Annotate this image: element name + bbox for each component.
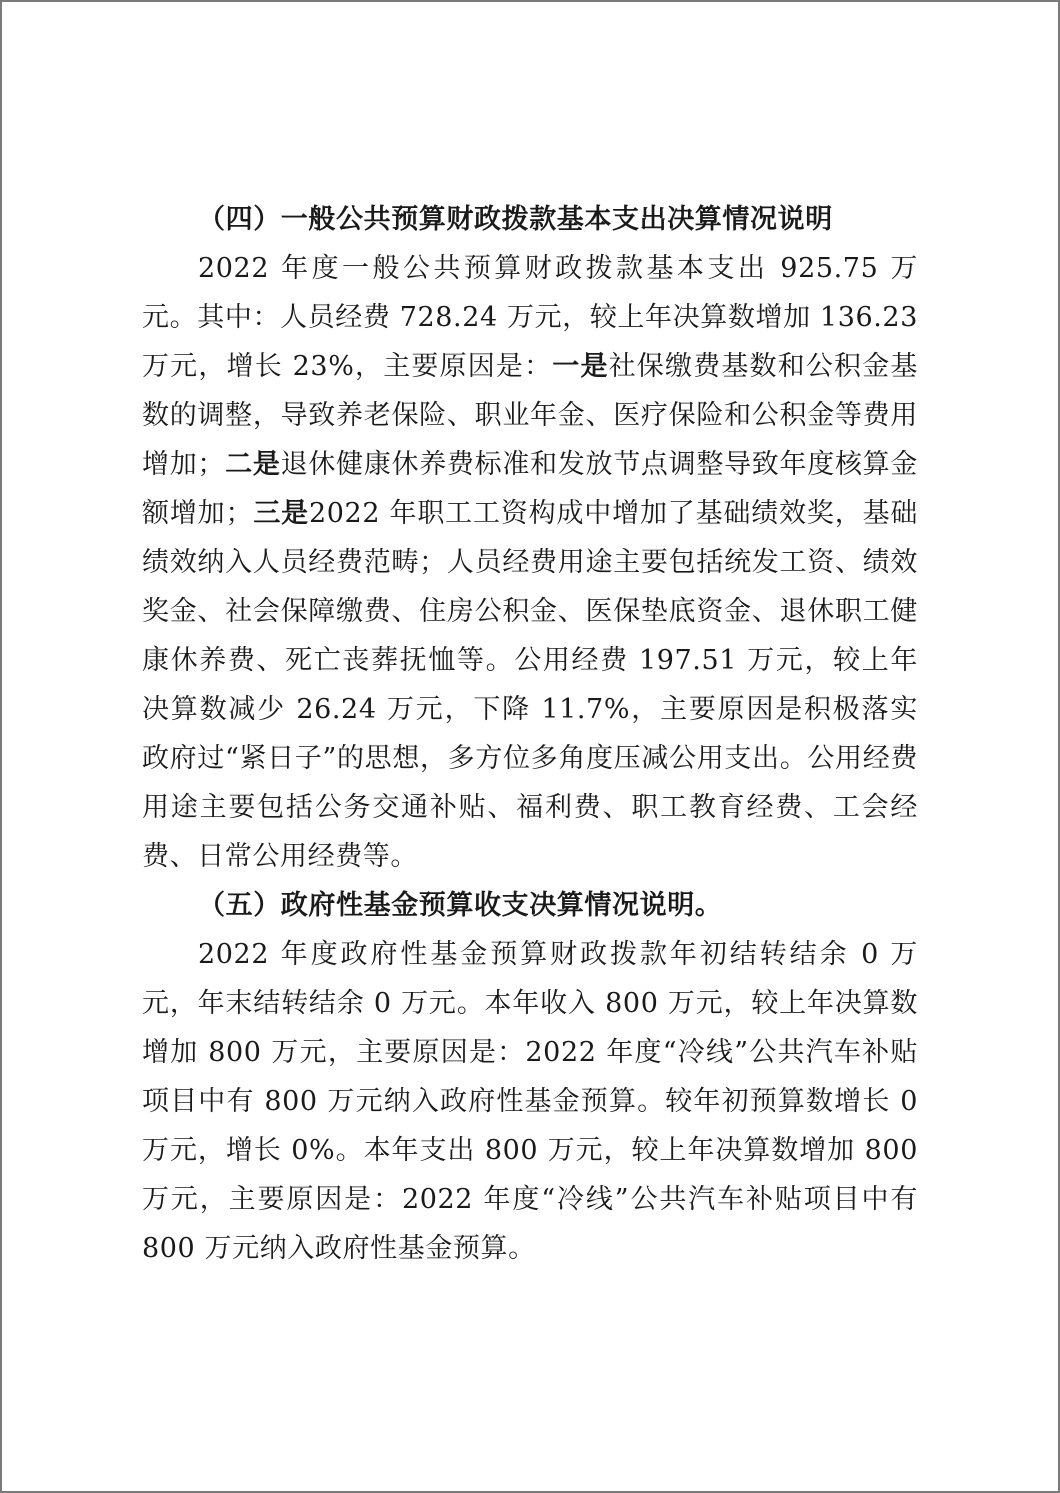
section-4-heading: （四）一般公共预算财政拨款基本支出决算情况说明 [198,204,833,235]
emphasis-first: 一是 [552,351,609,382]
emphasis-third: 三是 [253,498,309,529]
section-4-text-1: 2022 年度一般公共预算财政拨款基本支出 925.75 万元。其中：人员经费 728.24 万元，较上年决算数增加 136.23 万元，增长 23%，主要原因是： [142,253,918,382]
section-4-text-4: 2022 年职工工资构成中增加了基础绩效奖，基础绩效纳入人员经费范畴；人员经费用途主要包括统发工资、绩效奖金、社会保障缴费、住房公积金、医保垫底资金、退休职工健康休养费、死亡丧葬抚恤等。公用经费 197.51 万元，较上年决算数减少 26.24 万元，下降 11.7%，主要原因是积极落实政府过“紧日子”的思想，多方位多角度压减公用支出。公用经费用途主要包括公务交通补贴、福利费、职工教育经费、工会经费、日常公用经费等。 [142,498,919,872]
section-4-paragraph [142,244,918,881]
section-4-text-2: 社保缴费基数和公积金基数的调整，导致养老保险、职业年金、医疗保险和公积金等费用增加； [142,351,918,480]
document-body [142,195,918,1273]
section-4-text-3: 退休健康休养费标准和发放节点调整导致年度核算金额增加； [142,449,918,529]
emphasis-second: 二是 [225,449,281,480]
section-5-heading: （五）政府性基金预算收支决算情况说明。 [198,890,723,921]
section-5-paragraph: 2022 年度政府性基金预算财政拨款年初结转结余 0 万元，年末结转结余 0 万元。本年收入 800 万元，较上年决算数增加 800 万元，主要原因是：2022 年度“冷线”公共汽车补贴项目中有 800 万元纳入政府性基金预算。较年初预算数增长 0 万元，增长 0%。本年支出 800 万元，较上年决算数增加 800 万元，主要原因是：2022 年度“冷线”公共汽车补贴项目中有 800 万元纳入政府性基金预算。 [142,939,918,1264]
